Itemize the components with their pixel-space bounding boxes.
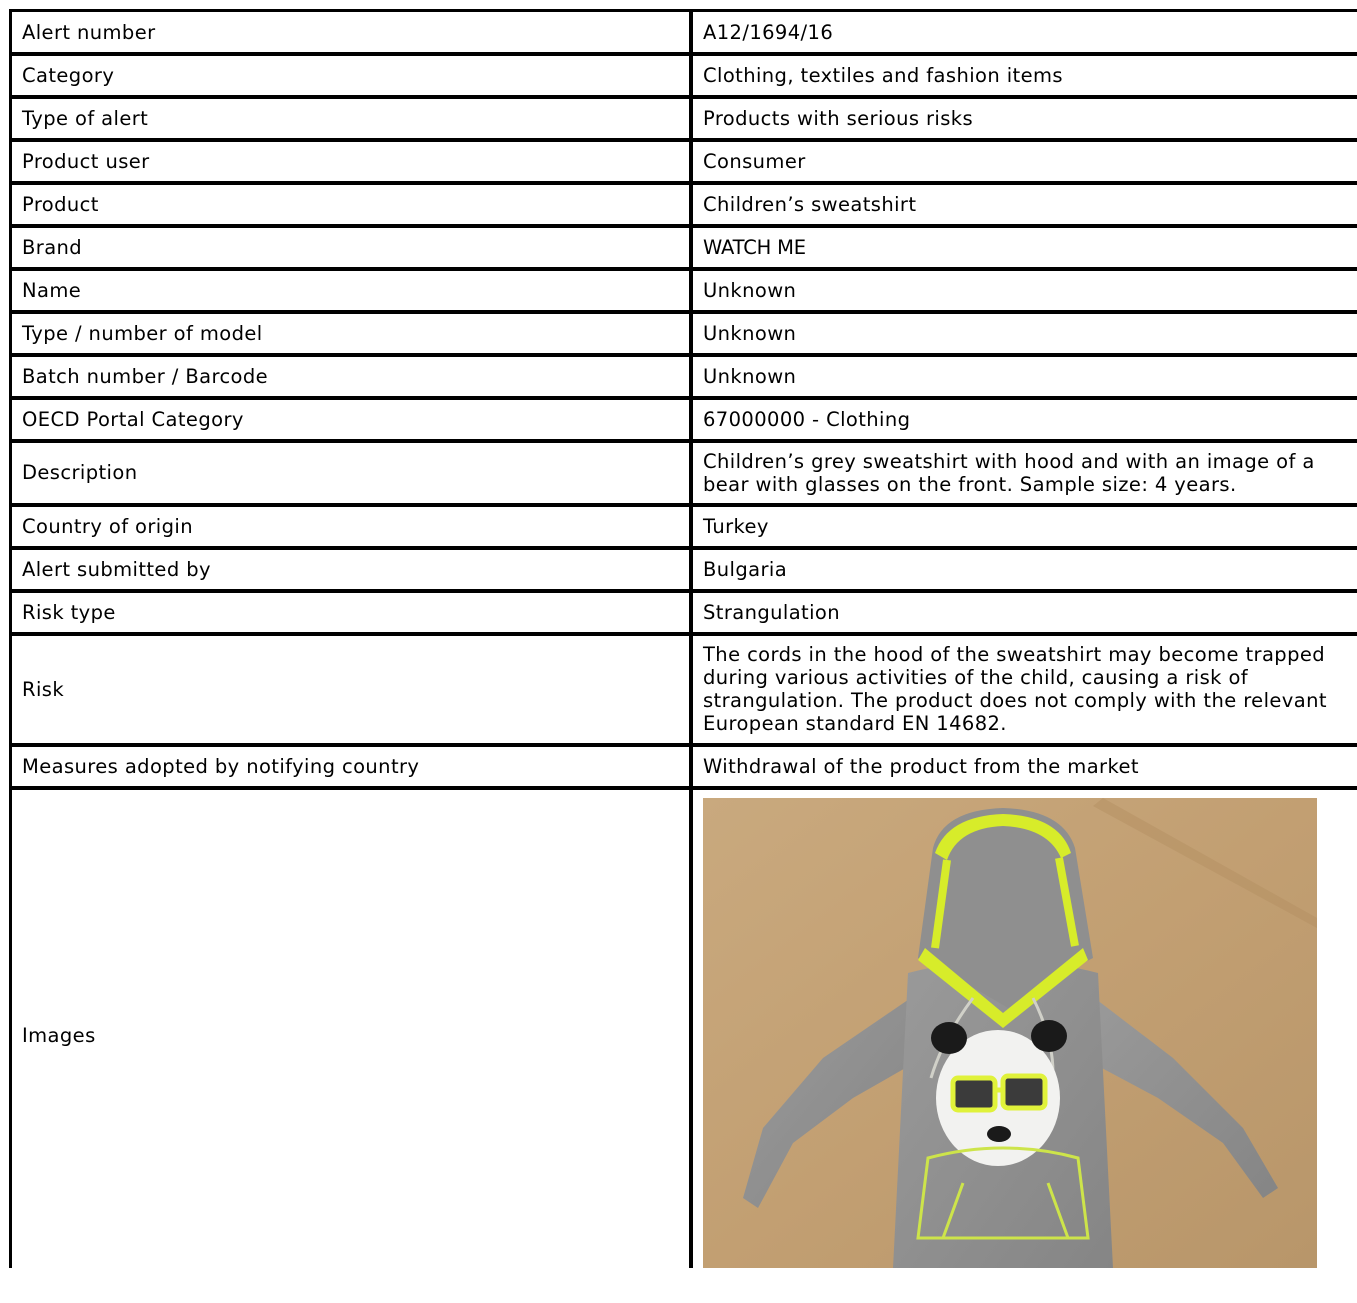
- row-value: Unknown: [689, 310, 1357, 353]
- row-label: Brand: [9, 224, 689, 267]
- sweatshirt-image: [703, 798, 1317, 1268]
- table-row: [9, 310, 1357, 353]
- alert-details-table: [9, 9, 1357, 1268]
- table-row: [9, 439, 1357, 503]
- product-photo: [703, 798, 1317, 1268]
- row-value: Withdrawal of the product from the market: [689, 743, 1357, 786]
- row-value: WATCH ME: [689, 224, 1357, 267]
- row-label: Measures adopted by notifying country: [9, 743, 689, 786]
- row-label: Country of origin: [9, 503, 689, 546]
- row-value: The cords in the hood of the sweatshirt may become trapped during various activities of the child, causing a risk of strangulation. The product does not comply with the relevant European standard EN 14682.: [689, 632, 1357, 743]
- row-value: Strangulation: [689, 589, 1357, 632]
- images-label-cell: [9, 786, 689, 1268]
- row-value: Turkey: [689, 503, 1357, 546]
- row-value: Clothing, textiles and fashion items: [689, 52, 1357, 95]
- table-row: [9, 589, 1357, 632]
- row-label: OECD Portal Category: [9, 396, 689, 439]
- table-row: [9, 224, 1357, 267]
- row-value: Unknown: [689, 353, 1357, 396]
- images-row: [9, 786, 1357, 1268]
- row-label: Description: [9, 439, 689, 503]
- row-label: Type of alert: [9, 95, 689, 138]
- table-row: [9, 353, 1357, 396]
- row-label: Risk: [9, 632, 689, 743]
- table-row: [9, 9, 1357, 52]
- images-cell: [689, 786, 1357, 1268]
- row-label: Product: [9, 181, 689, 224]
- table-row: [9, 396, 1357, 439]
- table-row: [9, 632, 1357, 743]
- table-row: [9, 743, 1357, 786]
- table-row: [9, 52, 1357, 95]
- table-row: [9, 546, 1357, 589]
- table-row: [9, 95, 1357, 138]
- table-row: [9, 181, 1357, 224]
- row-value: Children’s grey sweatshirt with hood and with an image of a bear with glasses on the front. Sample size: 4 years.: [689, 439, 1357, 503]
- table-row: [9, 138, 1357, 181]
- table-row: [9, 267, 1357, 310]
- row-label: Alert submitted by: [9, 546, 689, 589]
- row-label: Alert number: [9, 9, 689, 52]
- row-value: Children’s sweatshirt: [689, 181, 1357, 224]
- row-value: 67000000 - Clothing: [689, 396, 1357, 439]
- row-value: Unknown: [689, 267, 1357, 310]
- row-label: Category: [9, 52, 689, 95]
- row-label: Name: [9, 267, 689, 310]
- row-label: Type / number of model: [9, 310, 689, 353]
- row-label: Risk type: [9, 589, 689, 632]
- images-label: Images: [22, 1024, 96, 1047]
- row-value: Consumer: [689, 138, 1357, 181]
- row-value: Products with serious risks: [689, 95, 1357, 138]
- row-label: Batch number / Barcode: [9, 353, 689, 396]
- table-row: [9, 503, 1357, 546]
- row-value: Bulgaria: [689, 546, 1357, 589]
- row-label: Product user: [9, 138, 689, 181]
- row-value: A12/1694/16: [689, 9, 1357, 52]
